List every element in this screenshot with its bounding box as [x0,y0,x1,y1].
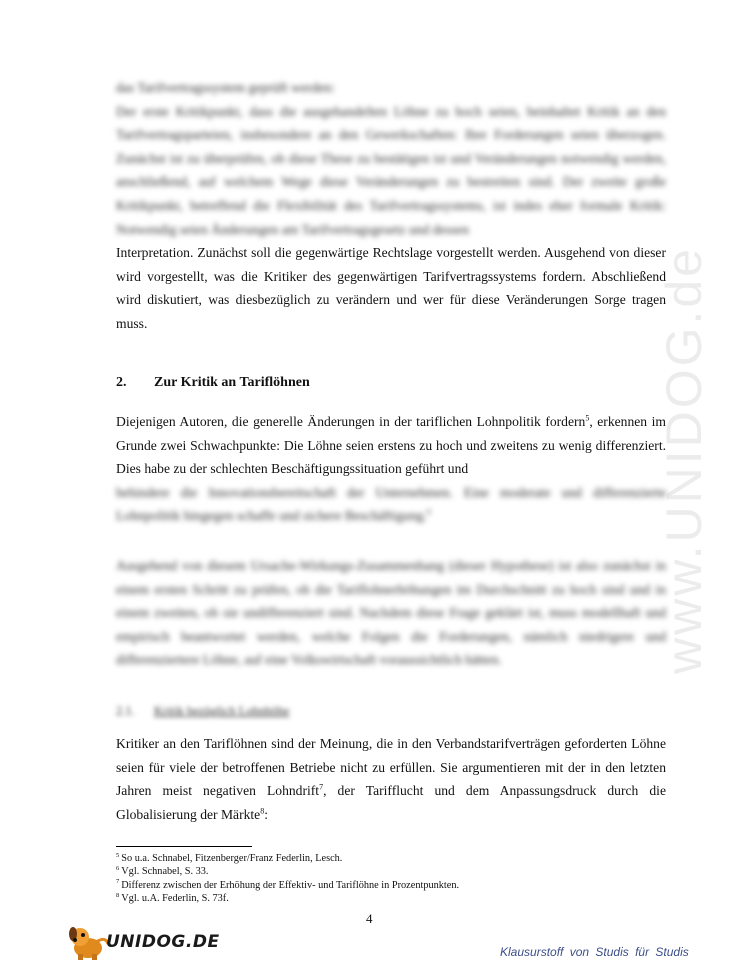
section-title: Zur Kritik an Tariflöhnen [154,375,310,390]
text-run: , der Tarifflucht und dem Anpassungsdruck durch die Globalisierung der Märkte [116,783,666,822]
paragraph-text [116,732,666,826]
text-run: behindere die Innovationsbereitschaft der Unternehmen. Eine moderate und differenzierte Lohnpolitik hingegen schaffe und sichere Beschäftigung. [116,484,666,524]
page-number: 4 [366,911,373,926]
footnote-text: Vgl. Schnabel, S. 33. [121,866,209,878]
footnote-divider [116,846,252,847]
subsection-heading [116,704,289,719]
footnote [116,852,459,865]
paragraph-hypothesis [116,554,666,672]
footnote-ref: 6 [426,507,431,517]
footnote [116,865,459,878]
text-run: Diejenigen Autoren, die generelle Änderungen in der tariflichen Lohnpolitik fordern [116,414,586,429]
text-run: Kritiker an den Tariflöhnen sind der Meinung, die in den Verbandstarifverträgen geforderten Löhne seien für viele der betroffenen Betriebe nicht zu erfüllen. Sie argumentieren mit der in den letzten Jahren meist negativen Lohndrift [116,736,666,799]
paragraph-text: Interpretation. Zunächst soll die gegenwärtige Rechtslage vorgestellt werden. Ausgehend von dieser wird vorgestellt, was die Kritiker des gegenwärtigen Tarifvertragssystems fordern. Abschließend wird diskutiert, was diesbezüglich zu verändern und wer für diese Veränderungen Sorge tragen muss. [116,245,666,331]
footnote-text: Differenz zwischen der Erhöhung der Effektiv- und Tariflöhne in Prozentpunkten. [121,879,460,891]
footnote [116,892,459,905]
text-run: : [264,806,268,822]
section-number: 2. [116,375,127,390]
footnote-number: 8 [116,891,120,899]
footnote-number: 7 [116,878,120,886]
footnote [116,879,459,892]
footnote-number: 5 [116,851,120,859]
footnote-number: 6 [116,864,120,872]
paragraph-intro [116,76,666,336]
blurred-text [116,481,666,528]
unidog-logo[interactable] [66,924,220,962]
paragraph-critique [116,410,666,528]
paragraph-wage-level [116,732,666,826]
text-run: , erkennen im Grunde zwei Schwachpunkte: Die Löhne seien erstens zu hoch und zweitens zu wenig differenziert. Dies habe zu der schlechten Beschäftigungssituation geführt und [116,414,666,477]
subsection-number: 2.1. [116,704,135,718]
footnote-text: So u.a. Schnabel, Fitzenberger/Franz Federlin, Lesch. [121,853,343,864]
logo-text: UNIDOG.DE [106,932,220,952]
footnote-text: Vgl. u.A. Federlin, S. 73f. [121,893,229,905]
paragraph-text [116,410,666,481]
footnote-ref: 8 [260,806,265,816]
blurred-line: das Tarifvertragssystem geprüft werden: [116,80,335,95]
blurred-text: Ausgehend von diesem Ursache-Wirkungs-Zusammenhang (dieser Hypothese) ist also zunächst in einem ersten Schritt zu prüfen, ob die Tariflohnerhöhungen im Durchschnitt zu hoch sind und in einem zweiten, ob sie undifferenziert sind. Nachdem diese Frage geklärt ist, muss modellhaft und empirisch beantwortet werden, welche Folgen die Forderungen, nämlich niedrigere und differenziertere Löhne, auf eine Volkswirtschaft voraussichtlich hätten. [116,558,666,668]
blurred-text: Der erste Kritikpunkt, dass die ausgehandelten Löhne zu hoch seien, beinhaltet Kritik an den Tarifvertragsparteien, insbesondere an den Gewerkschaften: Ihre Forderungen seien überzogen. Zunächst ist zu überprüfen, ob diese These zu bestätigen ist und Veränderungen notwendig werden, anschließend, auf welchem Wege diese Veränderungen zu bestreiten sind. Der zweite große Kritikpunkt, betreffend die Flexibilität des Tarifvertragssystems, ist indes eher formale Kritik: Notwendig seien Änderungen am Tarifvertragsgesetz und dessen [116,103,666,237]
footnote-ref: 7 [319,782,324,792]
footnotes [116,852,459,906]
footnote-ref: 5 [585,413,590,423]
section-heading [116,375,310,391]
subsection-title: Kritik bezüglich Lohnhöhe [154,704,290,718]
watermark-text: www.UNIDOG.de [656,246,712,674]
footer-tagline: Klausurstoff von Studis für Studis [500,945,689,959]
